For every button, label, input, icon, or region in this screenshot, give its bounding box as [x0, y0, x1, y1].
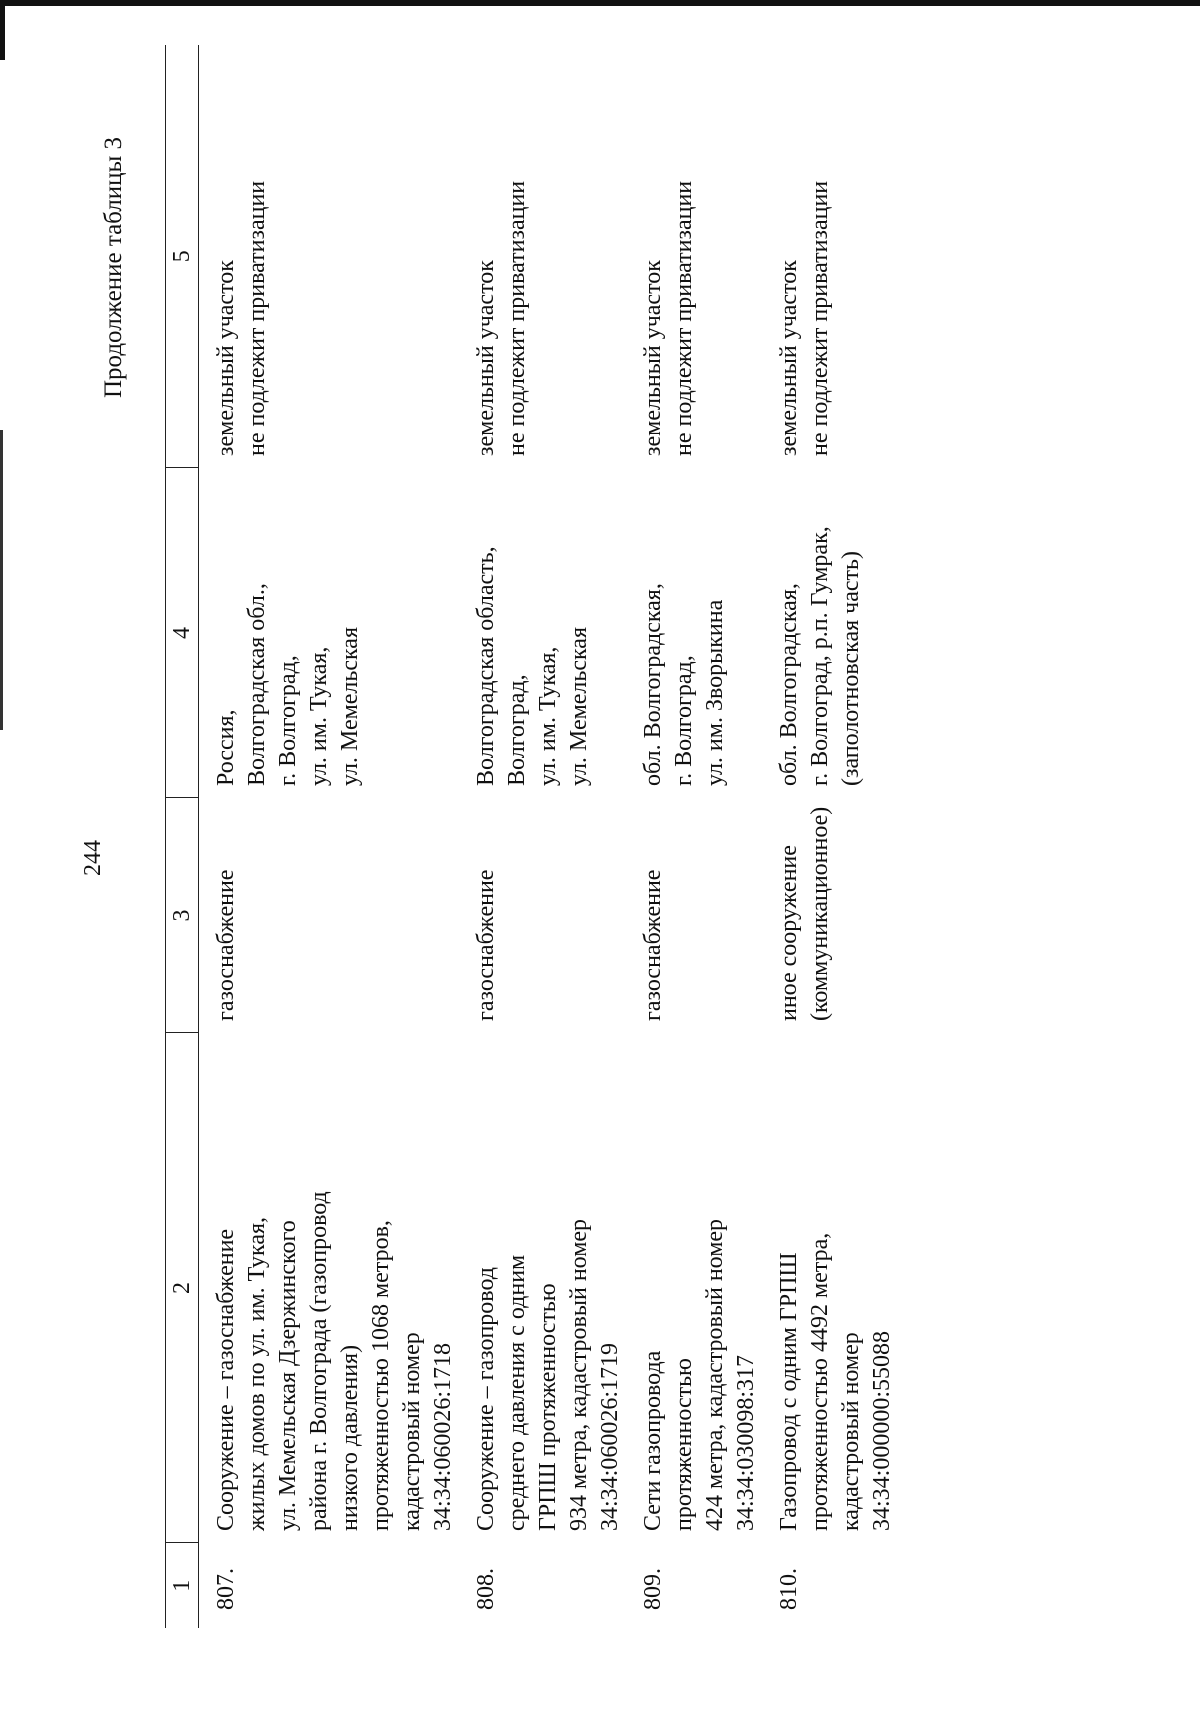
property-table — [165, 45, 904, 1628]
table-row — [762, 45, 904, 1628]
table-row — [626, 45, 762, 1628]
object-address: Россия, Волгоградская обл., г. Волгоград, ул. им. Тукая, ул. Мемельская — [213, 583, 363, 786]
object-note: земельный участок не подлежит приватизации — [213, 180, 270, 456]
object-name: Сети газопровода протяженностью 424 метра, кадастровый номер 34:34:030098:317 — [640, 1218, 759, 1531]
column-header-5: 5 — [166, 45, 199, 468]
object-note: земельный участок не подлежит приватизации — [640, 180, 697, 456]
object-purpose: газоснабжение — [640, 869, 666, 1021]
object-purpose: иное сооружение (коммуникационное) — [776, 806, 833, 1021]
object-address: обл. Волгоградская, г. Волгоград, р.п. Гумрак, (заполотновская часть) — [776, 526, 864, 786]
table-header-row — [166, 45, 199, 1628]
object-address: обл. Волгоградская, г. Волгоград, ул. им. Зворыкина — [640, 583, 728, 786]
object-purpose: газоснабжение — [213, 869, 239, 1021]
column-header-1: 1 — [166, 1543, 199, 1628]
row-number: 808. — [473, 1568, 499, 1610]
table-caption: Продолжение таблицы 3 — [100, 136, 127, 398]
column-header-3: 3 — [166, 798, 199, 1033]
object-name: Сооружение – газоснабжение жилых домов по ул. им. Тукая, ул. Мемельская Дзержинского района г. Волгограда (газопровод низкого давления) протяженностью 1068 метров, кадастровый номер 34:34:060026:1718 — [213, 1191, 456, 1531]
column-header-2: 2 — [166, 1033, 199, 1543]
object-purpose: газоснабжение — [473, 869, 499, 1021]
table-row — [459, 45, 626, 1628]
object-name: Сооружение – газопровод среднего давления с одним ГРПШ протяженностью 934 метра, кадастровый номер 34:34:060026:1719 — [473, 1218, 623, 1531]
object-address: Волгоградская область, Волгоград, ул. им. Тукая, ул. Мемельская — [473, 546, 592, 786]
page-number: 244 — [80, 840, 106, 876]
row-number: 807. — [213, 1568, 239, 1610]
object-note: земельный участок не подлежит приватизации — [473, 180, 530, 456]
object-name: Газопровод с одним ГРПШ протяженностью 4492 метра, кадастровый номер 34:34:000000:55088 — [776, 1232, 895, 1531]
object-note: земельный участок не подлежит приватизации — [776, 180, 833, 456]
table-row — [199, 45, 460, 1628]
row-number: 809. — [640, 1568, 666, 1610]
row-number: 810. — [776, 1568, 802, 1610]
column-header-4: 4 — [166, 468, 199, 798]
